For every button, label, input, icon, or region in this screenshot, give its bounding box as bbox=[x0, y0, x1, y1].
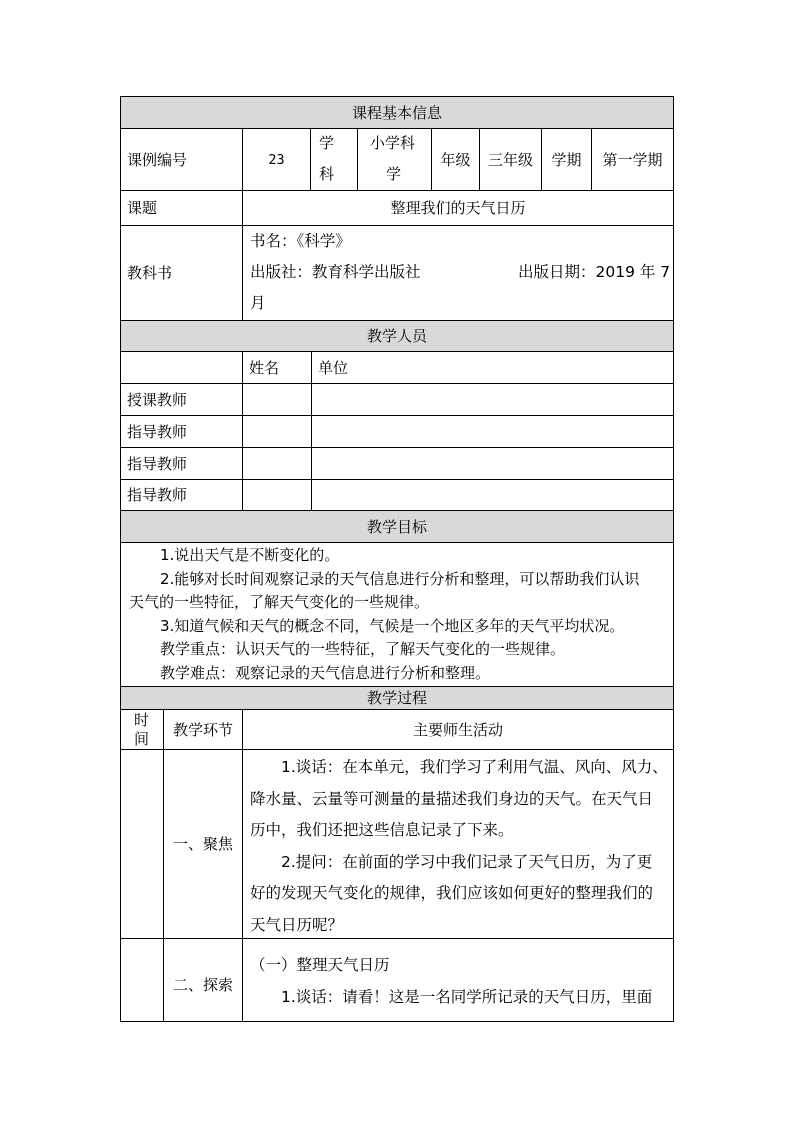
case-no-value: 23 bbox=[268, 151, 285, 168]
publisher: 出版社：教育科学出版社 bbox=[250, 263, 421, 281]
subject-value: 小学科 学 bbox=[370, 134, 416, 183]
stage-explore: 二、探索 bbox=[172, 976, 233, 994]
goal-line: 天气的一些特征，了解天气变化的一些规律。 bbox=[129, 593, 430, 611]
staff-name bbox=[243, 384, 311, 415]
activity-line: 降水量、云量等可测量的量描述我们身边的天气。在天气日 bbox=[250, 789, 654, 808]
activity-line: 1.谈话：在本单元，我们学习了利用气温、风向、风力、 bbox=[281, 758, 668, 776]
staff-role: 指导教师 bbox=[127, 486, 188, 504]
activity-line: 2.提问：在前面的学习中我们记录了天气日历，为了更 bbox=[281, 852, 653, 871]
staff-unit-col: 单位 bbox=[318, 358, 349, 377]
staff-role: 指导教师 bbox=[127, 422, 188, 441]
goal-line: 2.能够对长时间观察记录的天气信息进行分析和整理，可以帮助我们认识 bbox=[160, 569, 640, 588]
publish-date-month: 月 bbox=[250, 294, 266, 312]
publish-date: 出版日期：2019 年 7 bbox=[518, 263, 671, 281]
staff-name bbox=[243, 480, 311, 510]
staff-name-col: 姓名 bbox=[249, 358, 280, 377]
stage-focus: 一、聚焦 bbox=[172, 835, 233, 853]
staff-unit bbox=[312, 448, 673, 479]
time-col-header: 时 间 bbox=[134, 711, 150, 748]
topic-value: 整理我们的天气日历 bbox=[390, 199, 526, 217]
textbook-label: 教科书 bbox=[127, 264, 173, 282]
activity-line: 好的发现天气变化的规律，我们应该如何更好的整理我们的 bbox=[250, 884, 654, 902]
activity-subheading: （一）整理天气日历 bbox=[250, 956, 390, 974]
staff-unit bbox=[312, 384, 673, 415]
grade-label: 年级 bbox=[440, 150, 471, 169]
goal-line: 1.说出天气是不断变化的。 bbox=[160, 546, 340, 564]
staff-role: 授课教师 bbox=[127, 390, 188, 409]
staff-role: 指导教师 bbox=[127, 454, 188, 473]
staff-header: 教学人员 bbox=[121, 321, 673, 351]
subject-label: 学 科 bbox=[319, 134, 335, 183]
activity-line: 历中，我们还把这些信息记录了下来。 bbox=[250, 821, 514, 839]
term-label: 学期 bbox=[551, 150, 582, 169]
course-info-header: 课程基本信息 bbox=[121, 97, 673, 128]
process-header: 教学过程 bbox=[121, 687, 673, 709]
grade-value: 三年级 bbox=[487, 150, 533, 169]
case-no-label: 课例编号 bbox=[127, 150, 188, 169]
term-value: 第一学期 bbox=[602, 150, 663, 169]
staff-unit bbox=[312, 480, 673, 510]
staff-unit bbox=[312, 416, 673, 447]
difficult-point: 教学难点：观察记录的天气信息进行分析和整理。 bbox=[160, 663, 491, 682]
staff-name bbox=[243, 416, 311, 447]
book-name: 书名：《科学》 bbox=[250, 232, 351, 250]
activity-line: 天气日历呢？ bbox=[250, 915, 344, 934]
key-point: 教学重点：认识天气的一些特征，了解天气变化的一些规律。 bbox=[160, 640, 566, 658]
stage-col-header: 教学环节 bbox=[172, 720, 233, 739]
staff-name bbox=[243, 448, 311, 479]
goal-line: 3.知道气候和天气的概念不同，气候是一个地区多年的天气平均状况。 bbox=[160, 616, 625, 635]
goals-header: 教学目标 bbox=[121, 511, 673, 542]
activity-col-header: 主要师生活动 bbox=[412, 720, 503, 739]
activity-line: 1.谈话：请看！这是一名同学所记录的天气日历，里面 bbox=[281, 987, 653, 1006]
topic-label: 课题 bbox=[127, 199, 158, 217]
